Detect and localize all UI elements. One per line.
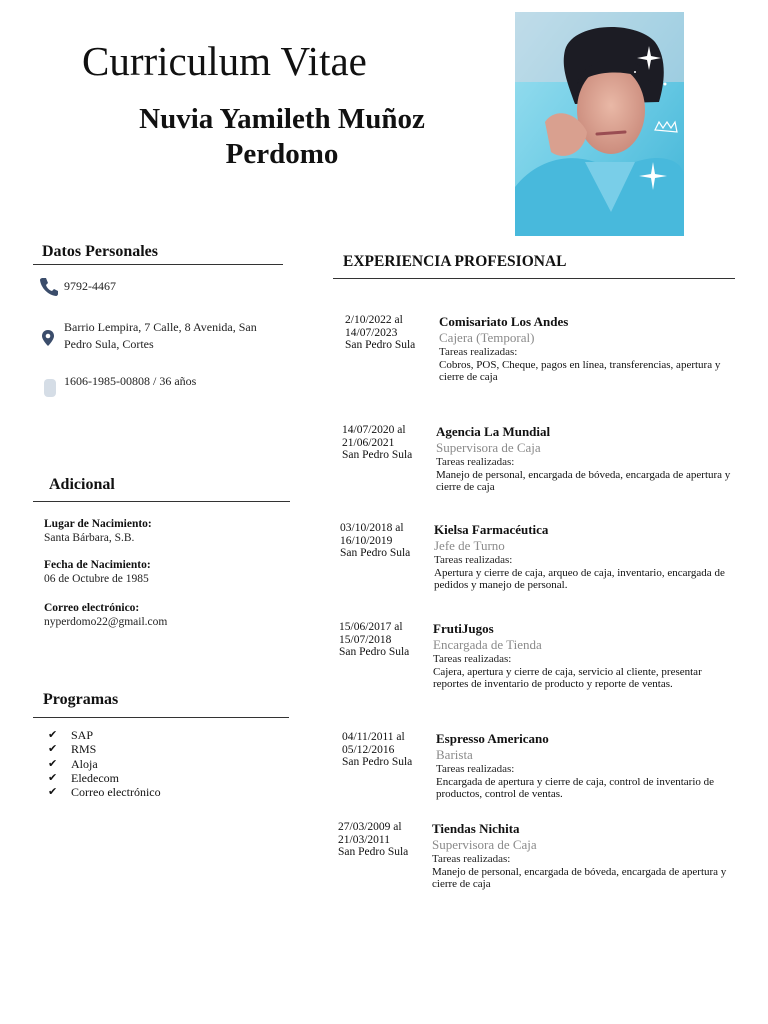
divider bbox=[33, 264, 283, 265]
company-name: FrutiJugos bbox=[433, 621, 494, 636]
job-dates: 14/07/2020 al 21/06/2021 San Pedro Sula bbox=[342, 424, 413, 461]
company-name: Kielsa Farmacéutica bbox=[434, 522, 549, 537]
program-name: Correo electrónico bbox=[71, 785, 161, 800]
tasks-description: Manejo de personal, encargada de bóveda, encargada de apertura y cierre de caja bbox=[436, 468, 731, 494]
job-role: Jefe de Turno bbox=[434, 538, 505, 553]
profile-photo-image bbox=[515, 12, 684, 236]
divider bbox=[333, 278, 735, 279]
birthdate-label: Fecha de Nacimiento: bbox=[44, 559, 151, 571]
company-name: Tiendas Nichita bbox=[432, 821, 520, 836]
phone-icon bbox=[38, 275, 60, 297]
job-role: Cajera (Temporal) bbox=[439, 330, 535, 345]
job-dates: 15/06/2017 al 15/07/2018 San Pedro Sula bbox=[339, 621, 410, 658]
checkmark-icon: ✔ bbox=[48, 728, 58, 742]
email-label: Correo electrónico: bbox=[44, 602, 140, 614]
checkmark-icon: ✔ bbox=[48, 771, 58, 785]
job-dates: 04/11/2011 al 05/12/2016 San Pedro Sula bbox=[342, 731, 413, 768]
checkmark-icon: ✔ bbox=[48, 785, 58, 799]
job-dates: 2/10/2022 al 14/07/2023 San Pedro Sula bbox=[345, 314, 416, 351]
phone-number: 9792-4467 bbox=[64, 279, 116, 293]
job-role: Barista bbox=[436, 747, 473, 762]
id-number: 1606-1985-00808 / 36 años bbox=[64, 374, 197, 388]
tasks-description: Cajera, apertura y cierre de caja, servicio al cliente, presentar reportes de inventario de producto y reporte de ventas. bbox=[433, 665, 702, 691]
tasks-label: Tareas realizadas: bbox=[432, 853, 511, 865]
birthdate-value: 06 de Octubre de 1985 bbox=[44, 573, 149, 585]
tasks-description: Cobros, POS, Cheque, pagos en línea, transferencias, apertura y cierre de caja bbox=[439, 358, 721, 384]
profile-photo bbox=[515, 12, 684, 236]
experience-heading: EXPERIENCIA PROFESIONAL bbox=[343, 253, 567, 270]
personal-heading: Datos Personales bbox=[42, 243, 158, 260]
programs-heading: Programas bbox=[43, 691, 119, 708]
email-value[interactable]: nyperdomo22@gmail.com bbox=[44, 616, 168, 628]
list-item bbox=[48, 728, 248, 742]
programs-list bbox=[48, 728, 248, 799]
address: Barrio Lempira, 7 Calle, 8 Avenida, San Pedro Sula, Cortes bbox=[64, 320, 257, 351]
divider bbox=[33, 501, 290, 502]
company-name: Espresso Americano bbox=[436, 731, 549, 746]
job-role: Supervisora de Caja bbox=[436, 440, 541, 455]
list-item bbox=[48, 742, 248, 756]
id-card-icon bbox=[42, 377, 58, 399]
tasks-label: Tareas realizadas: bbox=[436, 763, 515, 775]
company-name: Agencia La Mundial bbox=[436, 424, 551, 439]
list-item bbox=[48, 785, 248, 799]
job-role: Supervisora de Caja bbox=[432, 837, 537, 852]
document-title: Curriculum Vitae bbox=[82, 38, 367, 84]
job-dates: 27/03/2009 al 21/03/2011 San Pedro Sula bbox=[338, 821, 409, 858]
list-item bbox=[48, 771, 248, 785]
program-name: SAP bbox=[71, 728, 94, 743]
divider bbox=[33, 717, 289, 718]
tasks-description: Encargada de apertura y cierre de caja, control de inventario de productos, control de ventas. bbox=[436, 775, 715, 801]
program-name: RMS bbox=[71, 742, 97, 757]
birthplace-label: Lugar de Nacimiento: bbox=[44, 518, 152, 530]
job-dates: 03/10/2018 al 16/10/2019 San Pedro Sula bbox=[340, 522, 411, 559]
company-name: Comisariato Los Andes bbox=[439, 314, 569, 329]
job-role: Encargada de Tienda bbox=[433, 637, 542, 652]
location-pin-icon bbox=[38, 328, 58, 350]
list-item bbox=[48, 757, 248, 771]
tasks-label: Tareas realizadas: bbox=[433, 653, 512, 665]
additional-heading: Adicional bbox=[49, 476, 115, 493]
tasks-description: Apertura y cierre de caja, arqueo de caja, inventario, encargada de pedidos y manejo de personal. bbox=[434, 566, 725, 592]
checkmark-icon: ✔ bbox=[48, 742, 58, 756]
person-name: Nuvia Yamileth Muñoz Perdomo bbox=[139, 103, 425, 170]
tasks-label: Tareas realizadas: bbox=[439, 346, 518, 358]
tasks-label: Tareas realizadas: bbox=[436, 456, 515, 468]
tasks-label: Tareas realizadas: bbox=[434, 554, 513, 566]
checkmark-icon: ✔ bbox=[48, 756, 58, 770]
program-name: Eledecom bbox=[71, 771, 119, 786]
birthplace-value: Santa Bárbara, S.B. bbox=[44, 532, 135, 544]
program-name: Aloja bbox=[71, 756, 98, 771]
tasks-description: Manejo de personal, encargada de bóveda, encargada de apertura y cierre de caja bbox=[432, 865, 727, 891]
